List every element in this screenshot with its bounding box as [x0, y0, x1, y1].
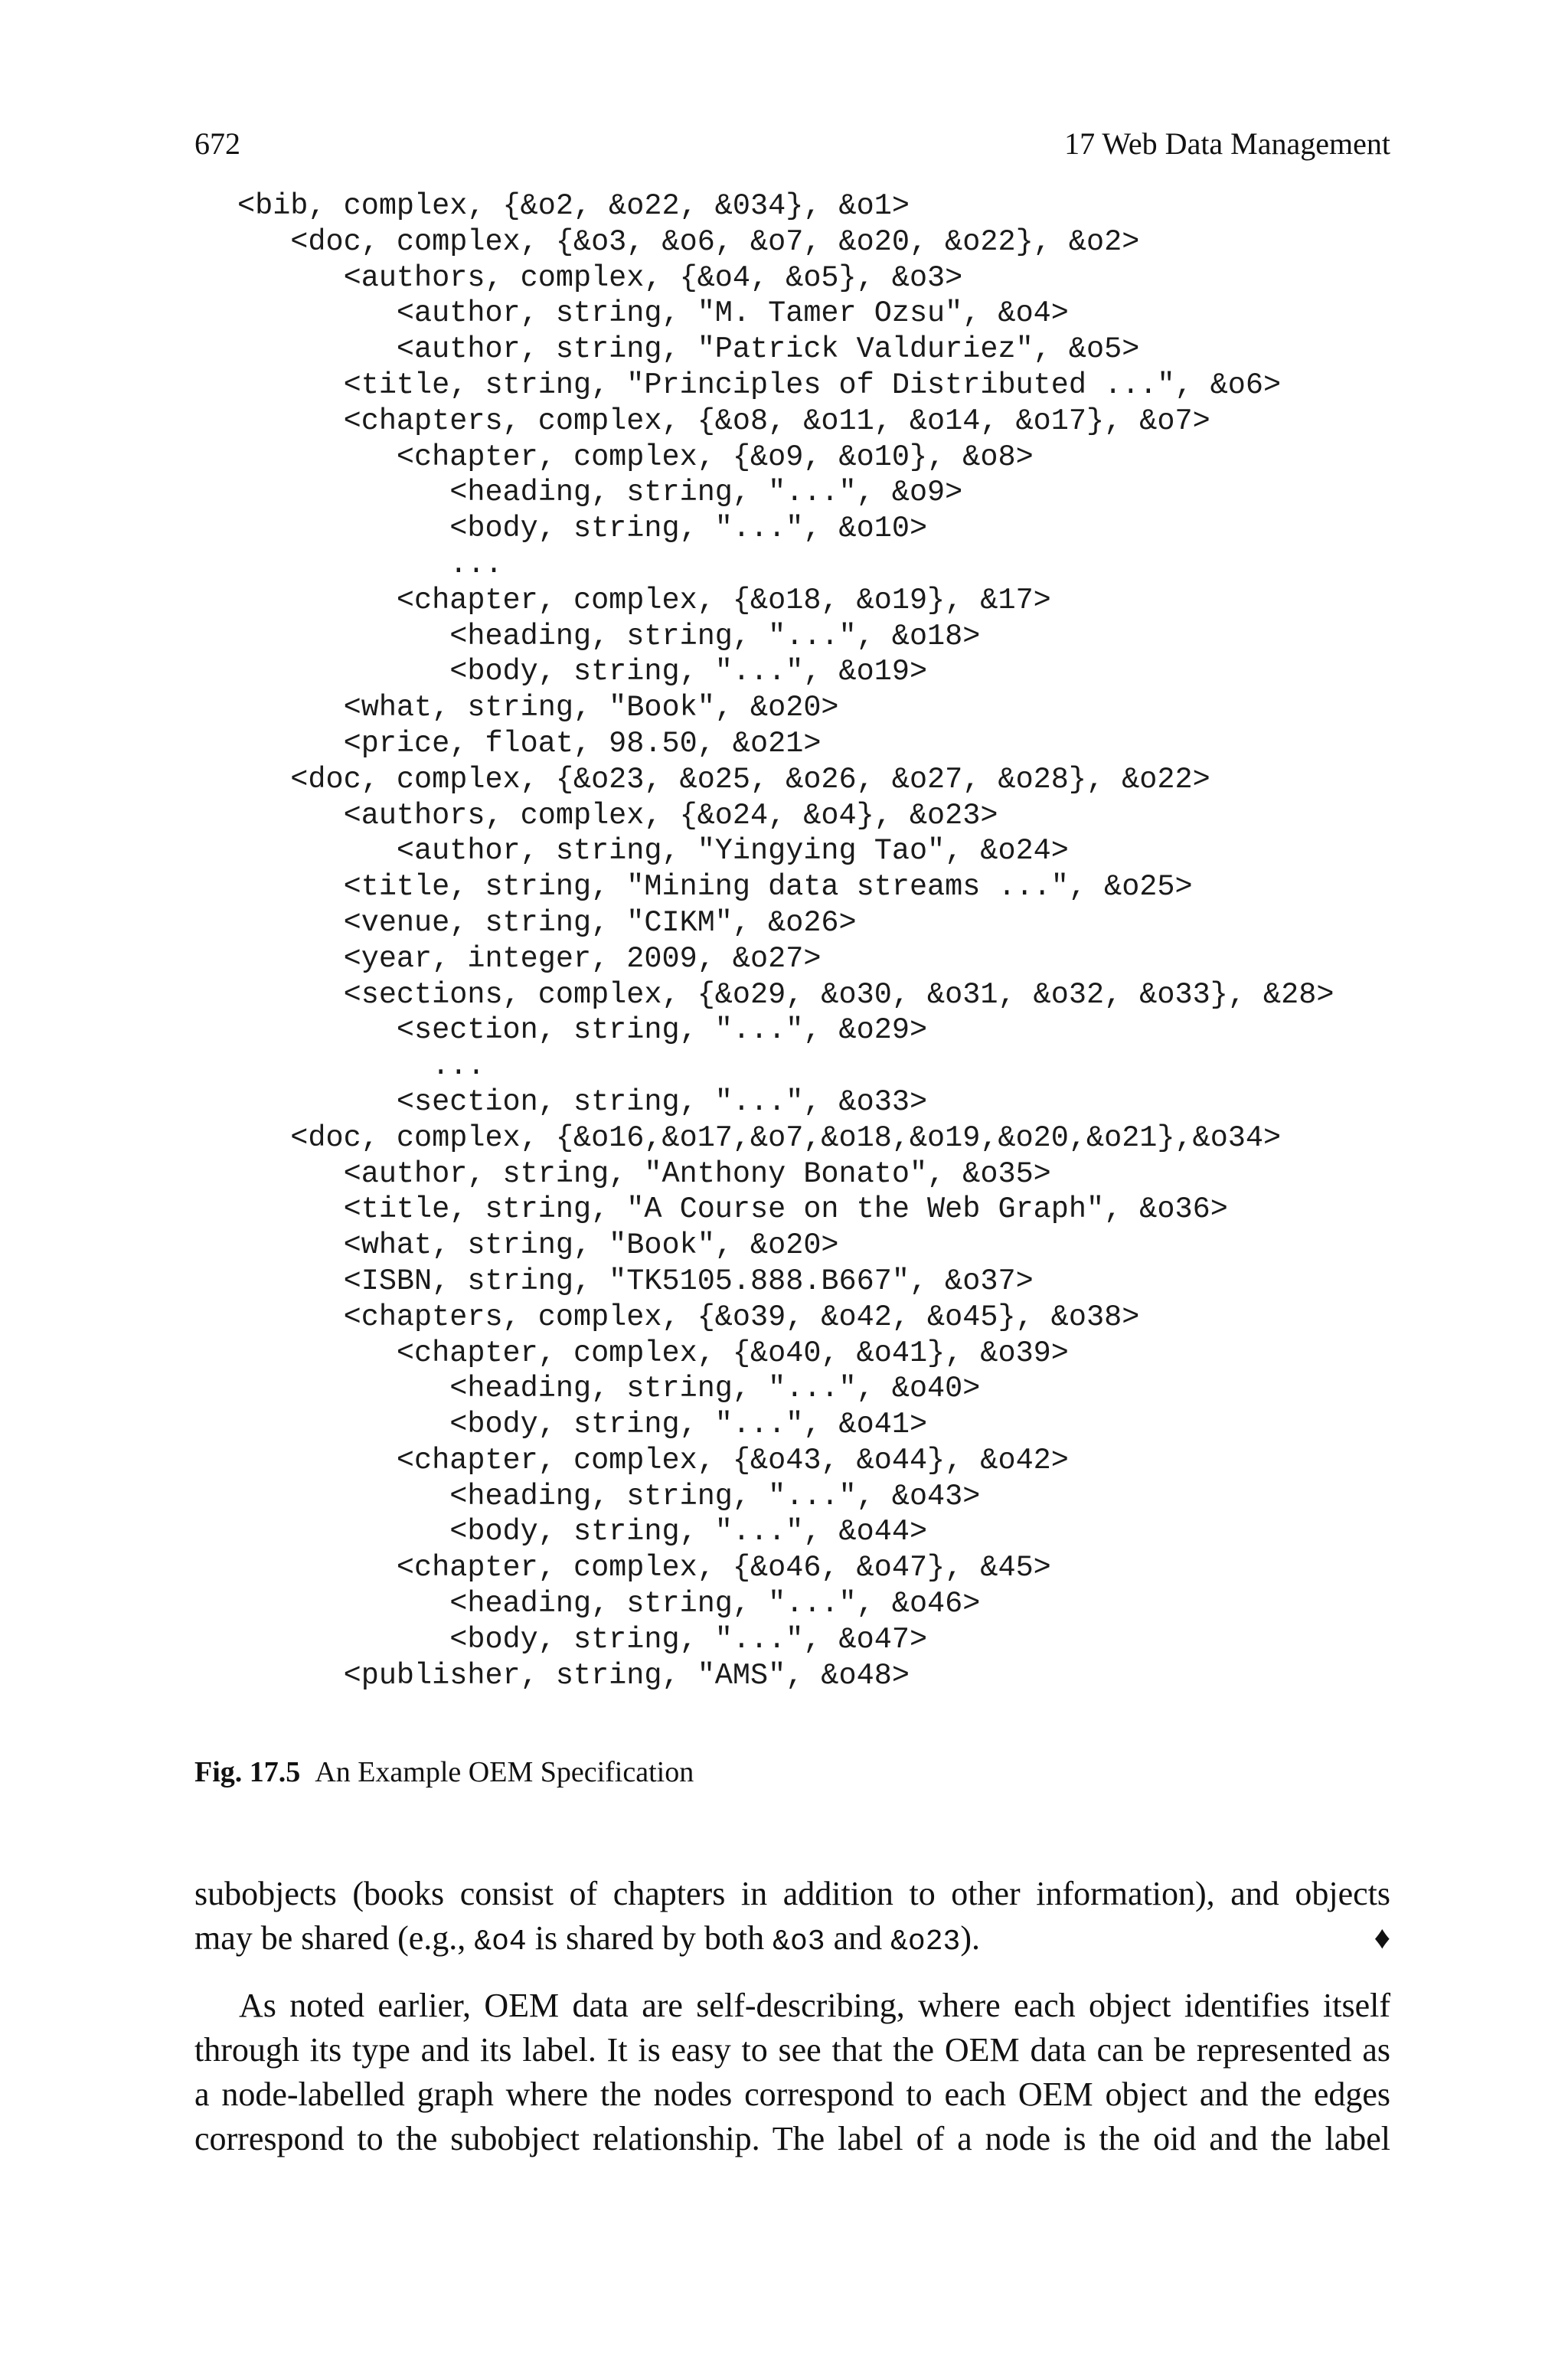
code-line: <section, string, "...", &o33> — [237, 1084, 928, 1119]
code-line: <what, string, "Book", &o20> — [237, 691, 839, 725]
code-line: <what, string, "Book", &o20> — [237, 1228, 839, 1263]
chapter-title: 17 Web Data Management — [1064, 126, 1390, 161]
code-line: <chapters, complex, {&o39, &o42, &o45}, &o38> — [237, 1300, 1140, 1334]
code-line: <heading, string, "...", &o9> — [237, 476, 963, 510]
code-line: <doc, complex, {&o23, &o25, &o26, &o27, &o28}, &o22> — [237, 762, 1210, 796]
code-line: <heading, string, "...", &o43> — [237, 1479, 981, 1513]
running-header — [194, 123, 1390, 165]
code-line: <body, string, "...", &o10> — [237, 512, 928, 546]
text-run: is shared by both — [526, 1919, 773, 1957]
code-line: ... — [237, 547, 503, 581]
paragraph-line: As noted earlier, OEM data are self-describing, where each object identifies itself — [239, 1987, 1390, 2024]
code-line: <title, string, "A Course on the Web Graph", &o36> — [237, 1192, 1228, 1227]
code-line: <chapter, complex, {&o40, &o41}, &o39> — [237, 1336, 1069, 1370]
code-line: <doc, complex, {&o3, &o6, &o7, &o20, &o22}, &o2> — [237, 224, 1140, 259]
page-number: 672 — [194, 126, 240, 161]
inline-code-o4: &o4 — [474, 1925, 527, 1958]
code-line: <authors, complex, {&o24, &o4}, &o23> — [237, 798, 998, 832]
code-line: <chapter, complex, {&o43, &o44}, &o42> — [237, 1443, 1069, 1477]
figure-caption — [194, 1752, 694, 1792]
code-line: <doc, complex, {&o16,&o17,&o7,&o18,&o19,&o20,&o21},&o34> — [237, 1120, 1282, 1155]
code-line: <chapter, complex, {&o46, &o47}, &45> — [237, 1551, 1051, 1585]
code-line: <author, string, "Anthony Bonato", &o35> — [237, 1156, 1051, 1191]
paragraph-line: a node-labelled graph where the nodes correspond to each OEM object and the edges — [194, 2075, 1390, 2113]
code-line: <section, string, "...", &o29> — [237, 1013, 928, 1048]
code-line: <heading, string, "...", &o40> — [237, 1372, 981, 1406]
end-of-example-icon: ♦ — [1374, 1921, 1390, 1956]
code-line: <body, string, "...", &o19> — [237, 655, 928, 689]
code-line: <author, string, "M. Tamer Ozsu", &o4> — [237, 296, 1069, 331]
code-line: <price, float, 98.50, &o21> — [237, 726, 822, 761]
code-line: <authors, complex, {&o4, &o5}, &o3> — [237, 260, 963, 295]
figure-caption-text: An Example OEM Specification — [315, 1756, 694, 1788]
code-line: <heading, string, "...", &o46> — [237, 1587, 981, 1621]
inline-code-o3: &o3 — [773, 1925, 825, 1958]
inline-code-o23: &o23 — [890, 1925, 961, 1958]
code-line: <ISBN, string, "TK5105.888.B667", &o37> — [237, 1264, 1034, 1298]
code-line: <body, string, "...", &o44> — [237, 1515, 928, 1549]
code-line: <title, string, "Mining data streams ...", &o25> — [237, 870, 1193, 904]
body-paragraph-1 — [194, 1872, 1390, 1964]
code-line: <author, string, "Patrick Valduriez", &o5> — [237, 332, 1140, 367]
paragraph-line: through its type and its label. It is easy to see that the OEM data can be represented as — [194, 2031, 1390, 2069]
body-paragraph-2 — [194, 1984, 1390, 2161]
code-line: <heading, string, "...", &o18> — [237, 619, 981, 653]
code-line: <year, integer, 2009, &o27> — [237, 941, 822, 976]
paragraph-line — [194, 1916, 1390, 1964]
code-line: <bib, complex, {&o2, &o22, &034}, &o1> — [237, 189, 910, 223]
text-run: and — [825, 1919, 891, 1957]
code-line: ... — [237, 1049, 485, 1084]
code-line: <author, string, "Yingying Tao", &o24> — [237, 834, 1069, 868]
figure-label: Fig. 17.5 — [194, 1756, 301, 1788]
code-line: <sections, complex, {&o29, &o30, &o31, &o32, &o33}, &28> — [237, 977, 1334, 1012]
text-run: may be shared (e.g., — [194, 1919, 475, 1957]
code-line: <title, string, "Principles of Distributed ...", &o6> — [237, 368, 1282, 402]
oem-code-listing — [237, 188, 1462, 1693]
code-line: <chapter, complex, {&o9, &o10}, &o8> — [237, 440, 1034, 474]
code-line: <body, string, "...", &o47> — [237, 1622, 928, 1657]
code-line: <chapters, complex, {&o8, &o11, &o14, &o17}, &o7> — [237, 404, 1210, 438]
text-run: ). — [960, 1919, 980, 1957]
code-line: <publisher, string, "AMS", &o48> — [237, 1658, 910, 1693]
paragraph-line: subobjects (books consist of chapters in addition to other information), and objects — [194, 1875, 1390, 1912]
code-line: <venue, string, "CIKM", &o26> — [237, 905, 857, 940]
paragraph-line: correspond to the subobject relationship. The label of a node is the oid and the label — [194, 2120, 1390, 2157]
code-line: <body, string, "...", &o41> — [237, 1408, 928, 1442]
code-line: <chapter, complex, {&o18, &o19}, &17> — [237, 583, 1051, 617]
